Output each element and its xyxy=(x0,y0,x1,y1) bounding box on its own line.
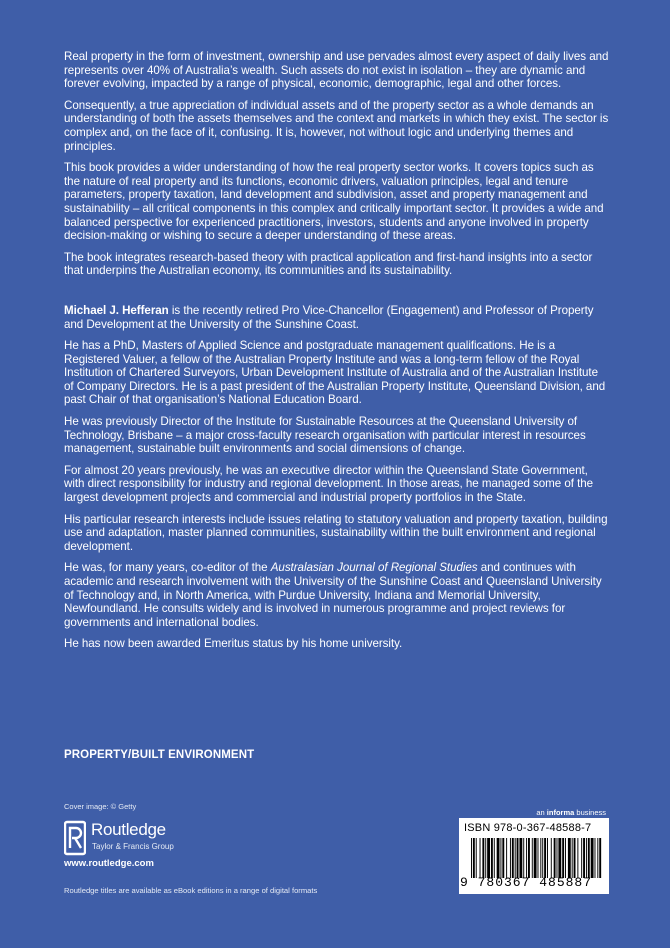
blurb-paragraph-2: Consequently, a true appreciation of individual assets and of the property sector as a whole demands an understanding of both the assets themselves and the context and markets in which they exist. The sector is complex and, on the face of it, confusing. It is, however, not without logic and underlying themes and principles. xyxy=(64,98,609,153)
barcode-bar xyxy=(588,838,590,878)
journal-name: Australasian Journal of Regional Studies xyxy=(270,561,478,575)
isbn-label: ISBN 978-0-367-48588-7 xyxy=(464,822,592,834)
barcode-bar xyxy=(526,838,527,878)
routledge-r-icon xyxy=(64,820,86,856)
barcode-bar xyxy=(591,838,594,878)
informa-suffix: business xyxy=(574,808,606,817)
barcode-bar xyxy=(500,838,501,878)
barcode-bar xyxy=(586,838,587,878)
bio-paragraph-2: He has a PhD, Masters of Applied Science and postgraduate management qualifications. He is a Registered Valuer, a fellow of the Australian Property Institute and was a long-term fellow of the Royal Institution of Chartered Surveyors, Urban Development Institute of Australia and of the Australian Institute of Company Directors. He is a past president of the Australian Property Institute, Queensland Division, and past Chair of that organisation’s National Education Board. xyxy=(64,339,606,407)
barcode-digits: 9 780367 485887 xyxy=(460,875,593,890)
barcode-bar xyxy=(581,838,582,878)
barcode-bar xyxy=(542,838,543,878)
journal-pre: He was, for many years, co-editor of the xyxy=(64,561,271,575)
barcode-bar xyxy=(519,838,522,878)
informa-word: informa xyxy=(546,808,575,817)
barcode-bar xyxy=(572,838,573,878)
barcode-bar xyxy=(540,838,541,878)
barcode-bar xyxy=(515,838,516,878)
bio-paragraph-4: For almost 20 years previously, he was an executive director within the Queensland State Government, with direct responsibility for industry and regional development. In those areas, he managed some of the largest development projects and commercial and industrial property portfolios in the State. xyxy=(64,463,594,505)
barcode-bar xyxy=(471,838,472,878)
barcode-bar xyxy=(506,838,507,878)
journal-post: and continues with academic and research involvement with the University of the Sunshine Coast and Queensland University of Technology and, in North America, with Purdue University, Indiana and Memorial University, Newfoundland. He consults widely and is involved in numerous programme and project reviews for governments and international bodies. xyxy=(64,561,602,629)
blurb-paragraph-1: Real property in the form of investment, ownership and use pervades almost every aspect of daily lives and represents over 40% of Australia’s wealth. Such assets do not exist in isolation – they are dynamic and forever evolving, impacted by a range of physical, economic, demographic, legal and other forces. xyxy=(64,50,609,91)
barcode-bar xyxy=(595,838,596,878)
barcode-bar xyxy=(476,838,477,878)
barcode-bar xyxy=(502,838,504,878)
barcode-bar xyxy=(480,838,481,878)
barcode-bar xyxy=(562,838,564,878)
cover-image-credit: Cover image: © Getty xyxy=(64,802,137,811)
bio-paragraph-7: He has now been awarded Emeritus status by his home university. xyxy=(64,637,403,651)
informa-prefix: an xyxy=(536,808,547,817)
barcode-bar xyxy=(544,838,546,878)
barcode-bar xyxy=(568,838,571,878)
routledge-logo xyxy=(64,820,224,860)
blurb-paragraph-4: The book integrates research-based theory with practical application and first-hand insights into a sector that underpins the Australian economy, its communities and its sustainability. xyxy=(64,250,593,278)
barcode-bar xyxy=(577,838,578,878)
publisher-tagline: Taylor & Francis Group xyxy=(92,842,174,851)
barcode-bar xyxy=(534,838,537,878)
publisher-name: Routledge xyxy=(91,820,166,839)
barcode-bar xyxy=(494,838,495,878)
barcode-panel xyxy=(459,818,609,894)
barcode-bar xyxy=(523,838,524,878)
bio-paragraph-1 xyxy=(64,304,610,331)
blurb-paragraph-3: This book provides a wider understanding of how the real property sector works. It covers topics such as the nature of real property and its functions, economic drivers, valuation principles, legal and tenure parameters, property taxation, land development and subdivision, asset and property management and sustainability – all critical components in this complex and critically important sector. It provides a wide and balanced perspective for experienced practitioners, investors, students and anyone involved in property decision-making or wishing to secure a deeper understanding of these areas. xyxy=(64,161,604,243)
barcode-bar xyxy=(538,838,539,878)
barcode-bar xyxy=(512,838,514,878)
barcode-bar xyxy=(473,838,475,878)
barcode-bar xyxy=(497,838,500,878)
barcode-bar xyxy=(491,838,493,878)
barcode-bar xyxy=(482,838,484,878)
ebook-note: Routledge titles are available as eBook editions in a range of digital formats xyxy=(64,886,318,895)
bio-paragraph-5: His particular research interests include issues relating to statutory valuation and property taxation, building use and adaptation, master planned communities, sustainability within the built environment and regional development. xyxy=(64,512,608,553)
back-cover-text xyxy=(64,50,610,659)
author-name: Michael J. Hefferan xyxy=(64,303,169,317)
barcode-bar xyxy=(547,838,548,878)
bio-paragraph-3: He was previously Director of the Institute for Sustainable Resources at the Queensland University of Technology, Brisbane – a major cross-faculty research organisation with particular interest in resources management, sustainable built environments and social dimensions of change. xyxy=(64,415,586,456)
barcode-bar xyxy=(551,838,552,878)
barcode-bar xyxy=(554,838,556,878)
barcode-image xyxy=(471,838,603,878)
barcode-bar xyxy=(597,838,598,878)
informa-business-label xyxy=(536,808,606,817)
barcode-bar xyxy=(485,838,486,878)
barcode-bar xyxy=(487,838,490,878)
bio-paragraph-6 xyxy=(64,561,610,629)
barcode-bar xyxy=(557,838,558,878)
subject-label: PROPERTY/BUILT ENVIRONMENT xyxy=(64,749,255,761)
barcode-bar xyxy=(528,838,530,878)
barcode-bar xyxy=(583,838,585,878)
barcode-bar xyxy=(574,838,576,878)
barcode-bar xyxy=(565,838,566,878)
barcode-bar xyxy=(532,838,533,878)
barcode-bar xyxy=(558,838,561,878)
publisher-website[interactable]: www.routledge.com xyxy=(64,858,154,869)
barcode-bar xyxy=(510,838,511,878)
bio-intro: is the recently retired Pro Vice-Chancellor (Engagement) and Professor of Property and Development at the University of the Sunshine Coast. xyxy=(64,303,594,331)
barcode-bar xyxy=(599,838,601,878)
barcode-bar xyxy=(517,838,519,878)
